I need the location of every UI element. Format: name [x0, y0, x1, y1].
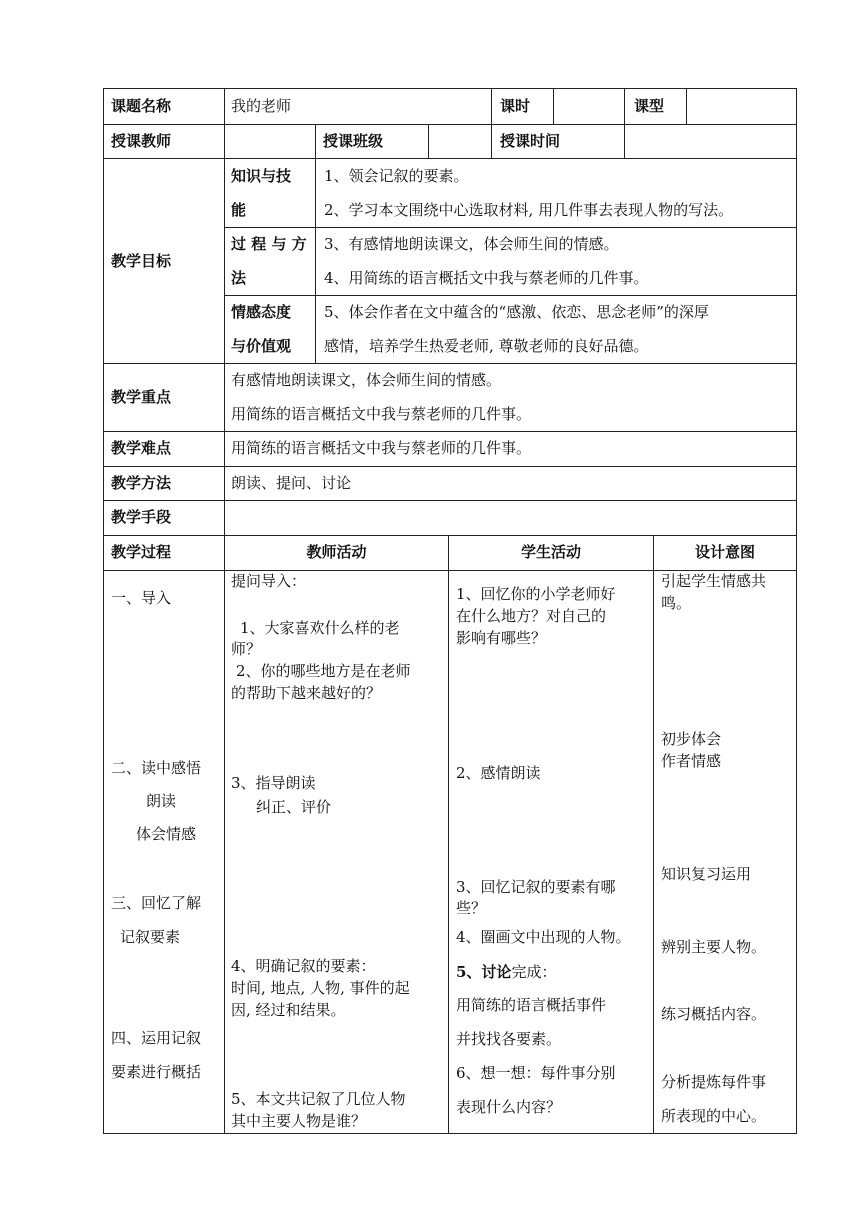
teacher-activity-text: 3、指导朗读 — [231, 774, 316, 792]
stage-text: 体会情感 — [136, 825, 197, 843]
stage-text: 一、导入 — [111, 589, 172, 607]
student-activity-text: 用简练的语言概括事件 — [456, 996, 607, 1014]
hours-label: 课时 — [500, 97, 531, 115]
grid-line — [103, 158, 797, 159]
emotion-goal-label: 情感态度 — [231, 303, 292, 321]
teacher-activity-text: 提问导入： — [231, 572, 307, 590]
key-points-label: 教学重点 — [111, 388, 172, 406]
key-point-line: 用简练的语言概括文中我与蔡老师的几件事。 — [231, 405, 532, 423]
student-activity-text — [456, 961, 556, 983]
teacher-activity-text: 其中主要人物是谁？ — [231, 1112, 367, 1130]
stage-text: 四、运用记叙 — [111, 1029, 202, 1047]
grid-line — [103, 535, 797, 536]
grid-line — [103, 1133, 797, 1134]
intent-text: 练习概括内容。 — [661, 1005, 767, 1023]
student-col-header: 学生活动 — [520, 543, 581, 561]
topic-value: 我的老师 — [231, 97, 292, 115]
teacher-label: 授课教师 — [111, 132, 172, 150]
grid-line — [315, 158, 316, 363]
student-activity-text: 表现什么内容？ — [456, 1098, 562, 1116]
teacher-activity-text: 时间, 地点, 人物, 事件的起 — [231, 979, 410, 997]
intent-text: 知识复习运用 — [661, 865, 752, 883]
process-col-header: 教学过程 — [111, 543, 172, 561]
grid-line — [224, 88, 225, 1134]
method-value: 朗读、提问、讨论 — [231, 474, 352, 492]
emotion-goal-label-2: 与价值观 — [231, 337, 292, 355]
grid-line — [491, 88, 492, 158]
difficulty-value: 用简练的语言概括文中我与蔡老师的几件事。 — [231, 439, 532, 457]
discussion-text: 完成： — [511, 963, 557, 981]
grid-line — [103, 124, 797, 125]
grid-line — [448, 535, 449, 1134]
class-label: 授课班级 — [323, 132, 384, 150]
goal-item: 2、学习本文围绕中心选取材料, 用几件事去表现人物的写法。 — [324, 201, 734, 219]
intent-text: 辨别主要人物。 — [661, 938, 767, 956]
goal-item: 感情，培养学生热爱老师, 尊敬老师的良好品德。 — [324, 337, 649, 355]
intent-text: 初步体会 — [661, 730, 722, 748]
time-label: 授课时间 — [500, 132, 561, 150]
grid-line — [653, 535, 654, 1134]
goal-item: 3、有感情地朗读课文，体会师生间的情感。 — [324, 235, 619, 253]
student-activity-text: 影响有哪些？ — [456, 629, 547, 647]
student-activity-text: 些？ — [456, 899, 487, 917]
teacher-activity-text: 1、大家喜欢什么样的老 — [240, 619, 400, 637]
topic-label: 课题名称 — [111, 97, 172, 115]
intent-col-header: 设计意图 — [694, 543, 755, 561]
grid-line — [103, 88, 104, 1134]
grid-line — [796, 88, 797, 1134]
student-activity-text: 2、感情朗读 — [456, 764, 541, 782]
teacher-activity-text: 的帮助下越来越好的？ — [231, 684, 382, 702]
student-activity-text: 并找找各要素。 — [456, 1030, 562, 1048]
teacher-col-header: 教师活动 — [306, 543, 367, 561]
difficulty-label: 教学难点 — [111, 439, 172, 457]
grid-line — [224, 295, 797, 296]
discussion-number: 5、讨论 — [456, 963, 512, 981]
knowledge-label-2: 能 — [231, 201, 247, 219]
process-goal-label: 过 程 与 方 — [231, 235, 307, 253]
grid-line — [103, 466, 797, 467]
grid-line — [315, 124, 316, 158]
grid-line — [103, 500, 797, 501]
teacher-activity-text: 师？ — [231, 640, 262, 658]
means-label: 教学手段 — [111, 508, 172, 526]
stage-text: 二、读中感悟 — [111, 759, 202, 777]
stage-text: 朗读 — [146, 792, 177, 810]
intent-text: 所表现的中心。 — [661, 1107, 767, 1125]
type-label: 课型 — [634, 97, 665, 115]
teacher-activity-text: 4、明确记叙的要素： — [231, 957, 376, 975]
grid-line — [103, 363, 797, 364]
intent-text: 鸣。 — [661, 594, 692, 612]
teacher-activity-text: 5、本文共记叙了几位人物 — [231, 1090, 406, 1108]
grid-line — [624, 88, 625, 158]
student-activity-text: 6、想一想：每件事分别 — [456, 1064, 616, 1082]
process-goal-label-2: 法 — [231, 269, 247, 287]
grid-line — [553, 88, 554, 124]
student-activity-text: 在什么地方？对自己的 — [456, 607, 607, 625]
intent-text: 分析提炼每件事 — [661, 1073, 767, 1091]
teacher-activity-text: 纠正、评价 — [256, 798, 332, 816]
stage-text: 三、回忆了解 — [111, 894, 202, 912]
teacher-activity-text: 因, 经过和结果。 — [231, 1001, 346, 1019]
grid-line — [103, 88, 797, 89]
goal-item: 5、体会作者在文中蕴含的“感激、依恋、思念老师”的深厚 — [324, 303, 709, 321]
student-activity-text: 4、圈画文中出现的人物。 — [456, 928, 631, 946]
method-label: 教学方法 — [111, 474, 172, 492]
intent-text: 作者情感 — [661, 752, 722, 770]
grid-line — [103, 431, 797, 432]
student-activity-text: 1、回忆你的小学老师好 — [456, 585, 616, 603]
student-activity-text: 3、回忆记叙的要素有哪 — [456, 878, 616, 896]
grid-line — [224, 227, 797, 228]
grid-line — [686, 88, 687, 124]
grid-line — [428, 124, 429, 158]
stage-text: 记叙要素 — [120, 928, 181, 946]
knowledge-label: 知识与技 — [231, 167, 292, 185]
stage-text: 要素进行概括 — [111, 1063, 202, 1081]
teacher-activity-text: 2、你的哪些地方是在老师 — [236, 662, 411, 680]
key-point-line: 有感情地朗读课文，体会师生间的情感。 — [231, 371, 502, 389]
goals-label: 教学目标 — [111, 252, 172, 270]
goal-item: 1、领会记叙的要素。 — [324, 167, 469, 185]
intent-text: 引起学生情感共 — [661, 572, 767, 590]
goal-item: 4、用简练的语言概括文中我与蔡老师的几件事。 — [324, 269, 649, 287]
